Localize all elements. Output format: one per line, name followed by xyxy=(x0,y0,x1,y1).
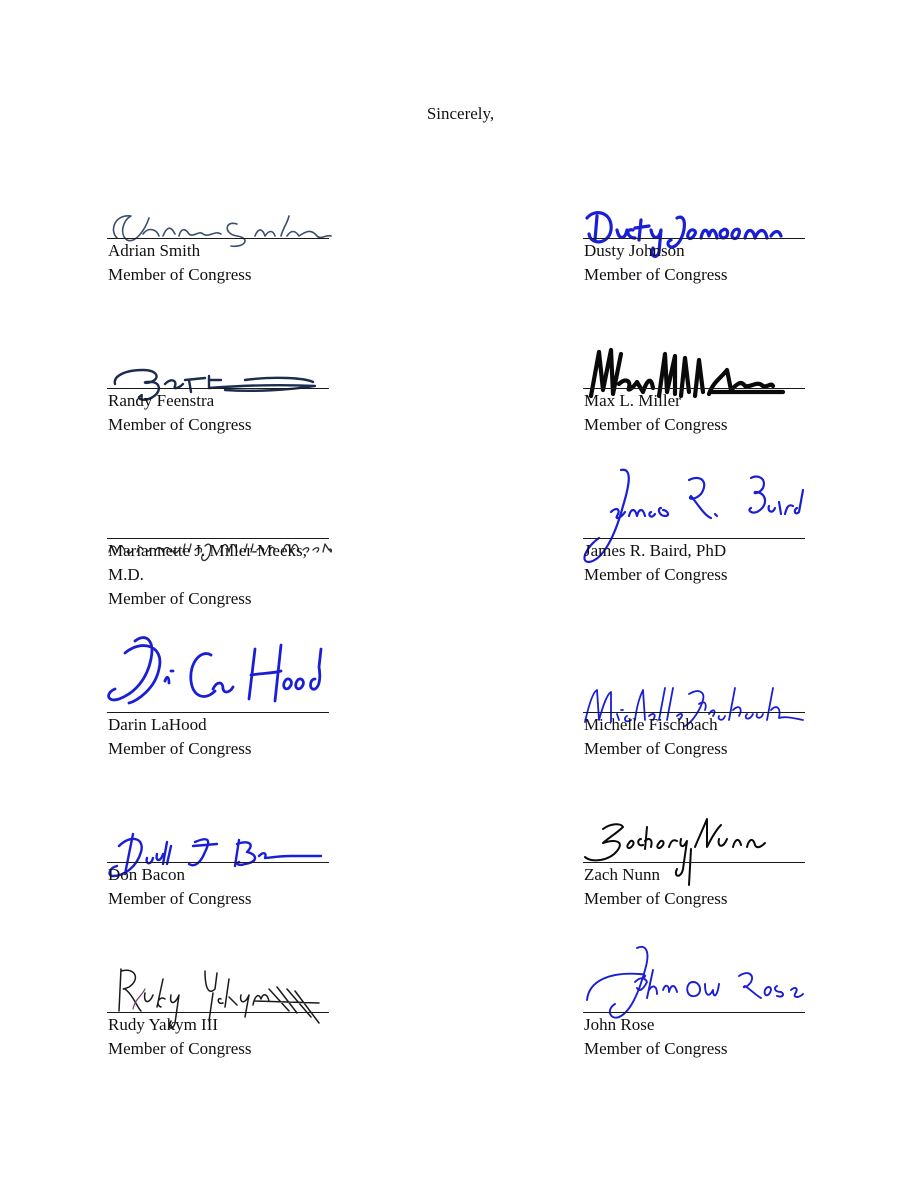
signer-title: Member of Congress xyxy=(108,739,252,758)
signer-name: John Rose xyxy=(584,1015,655,1034)
signer-title: Member of Congress xyxy=(108,1039,252,1058)
signer-title: Member of Congress xyxy=(108,889,252,908)
signer-name: Dusty Johnson xyxy=(584,241,685,260)
signer-title: Member of Congress xyxy=(584,889,728,908)
signer-name: Mariannette J. Miller-Meeks, xyxy=(108,541,307,560)
signer-name: Adrian Smith xyxy=(108,241,201,260)
signer-name: Darin LaHood xyxy=(108,715,207,734)
signer-name: Randy Feenstra xyxy=(108,391,215,410)
signer-name: Max L. Miller xyxy=(584,391,681,410)
signer-title: Member of Congress xyxy=(108,415,252,434)
signer-name: Don Bacon xyxy=(108,865,185,884)
signer-title: Member of Congress xyxy=(584,265,728,284)
signer-title: Member of Congress xyxy=(108,589,252,608)
signer-name-suffix: M.D. xyxy=(108,565,144,584)
signer-title: Member of Congress xyxy=(584,739,728,758)
signer-title: Member of Congress xyxy=(108,265,252,284)
signer-title: Member of Congress xyxy=(584,565,728,584)
signer-name: James R. Baird, PhD xyxy=(584,541,727,560)
handwritten-signature-darin-lahood xyxy=(105,614,335,724)
signer-name: Zach Nunn xyxy=(584,865,661,884)
closing-salutation: Sincerely, xyxy=(426,104,495,123)
signer-name: Michelle Fischbach xyxy=(584,715,718,734)
signer-title: Member of Congress xyxy=(584,415,728,434)
signer-title: Member of Congress xyxy=(584,1039,728,1058)
signer-name: Rudy Yakym III xyxy=(108,1015,219,1034)
